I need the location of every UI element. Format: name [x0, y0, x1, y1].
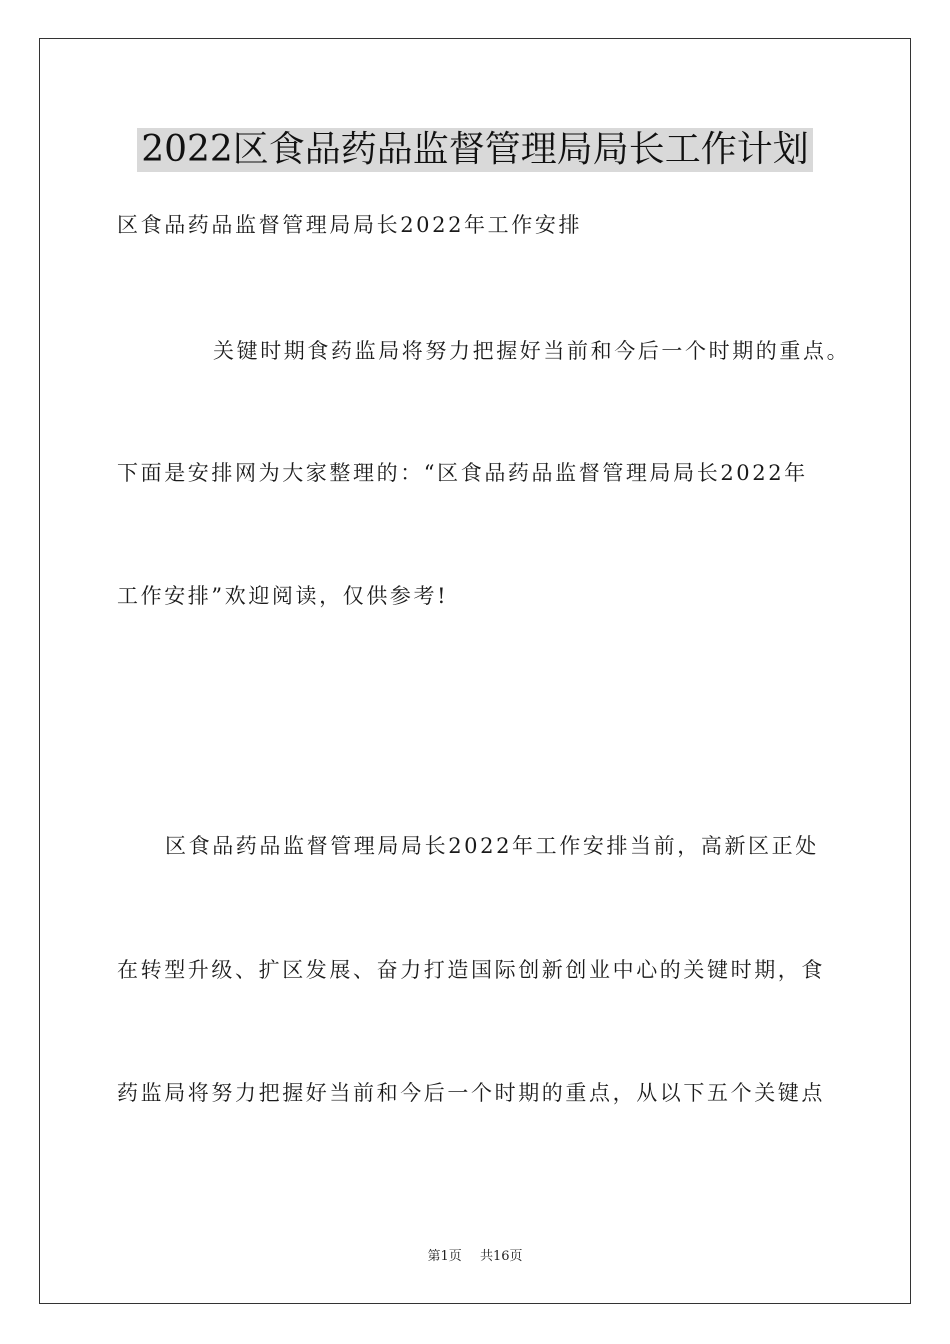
paragraph-line-4: 区食品药品监督管理局局长2022年工作安排当前，高新区正处 — [165, 834, 819, 858]
page-number: 第1页 — [427, 1249, 462, 1264]
document-title — [0, 128, 950, 172]
paragraph-line-6: 药监局将努力把握好当前和今后一个时期的重点，从以下五个关键点 — [117, 1081, 825, 1105]
document-subtitle: 区食品药品监督管理局局长2022年工作安排 — [117, 213, 583, 237]
document-title-text: 2022区食品药品监督管理局局长工作计划 — [137, 128, 813, 172]
paragraph-line-5: 在转型升级、扩区发展、奋力打造国际创新创业中心的关键时期，食 — [117, 958, 825, 982]
paragraph-line-3: 工作安排”欢迎阅读，仅供参考! — [117, 584, 449, 608]
paragraph-line-1: 关键时期食药监局将努力把握好当前和今后一个时期的重点。 — [213, 339, 851, 363]
paragraph-line-2: 下面是安排网为大家整理的：“区食品药品监督管理局局长2022年 — [117, 461, 808, 485]
page-footer — [0, 1248, 950, 1266]
page-total: 共16页 — [479, 1249, 523, 1264]
